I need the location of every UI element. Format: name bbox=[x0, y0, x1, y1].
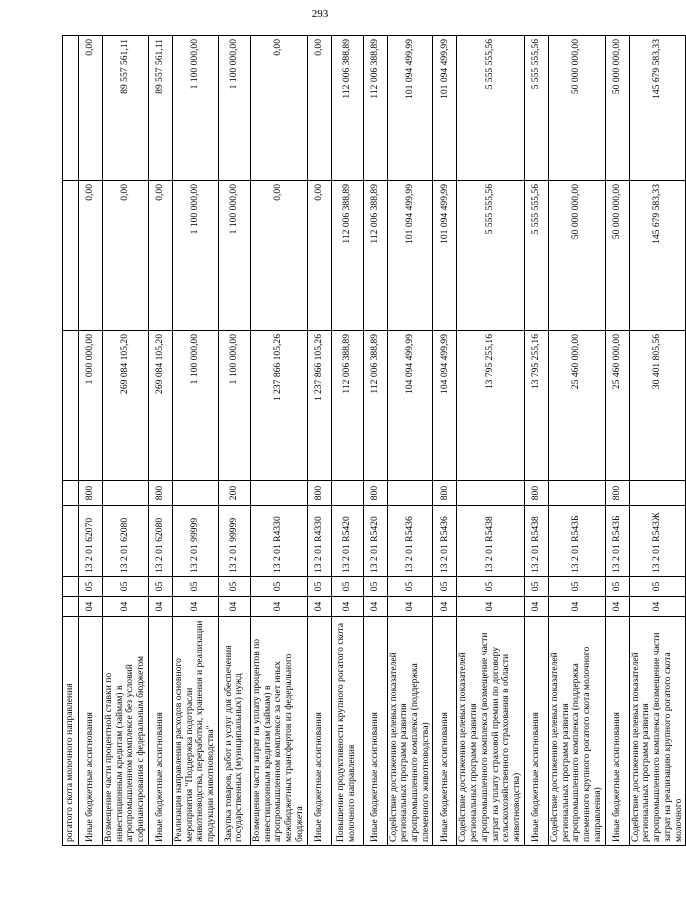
row-section-cell: 04 bbox=[331, 597, 363, 617]
row-subsection-cell bbox=[63, 577, 79, 597]
table-body bbox=[63, 36, 686, 846]
row-subsection-cell: 05 bbox=[250, 577, 307, 597]
table-row bbox=[387, 36, 433, 846]
table-row bbox=[103, 36, 149, 846]
row-subsection-cell: 05 bbox=[457, 577, 524, 597]
row-target-article-cell: 13 2 01 R5420 bbox=[363, 506, 387, 577]
row-amount-1-cell: 269 084 105,20 bbox=[103, 331, 149, 481]
row-amount-2-cell: 5 555 555,56 bbox=[457, 181, 524, 331]
row-subsection-cell: 05 bbox=[307, 577, 331, 597]
row-amount-2-cell: 112 006 388,89 bbox=[363, 181, 387, 331]
row-name-cell: Реализация направления расходов основного мероприятия "Поддержка подотрасли животноводства, переработки, хранения и реализации продукции животноводства" bbox=[172, 617, 218, 846]
row-target-article-cell: 13 2 01 62080 bbox=[103, 506, 149, 577]
row-amount-3-cell: 101 094 499,99 bbox=[433, 36, 457, 181]
table-row bbox=[331, 36, 363, 846]
row-amount-1-cell: 112 006 388,89 bbox=[363, 331, 387, 481]
row-amount-3-cell: 5 555 555,56 bbox=[457, 36, 524, 181]
row-expense-type-cell: 800 bbox=[148, 481, 172, 506]
row-target-article-cell: 13 2 01 R543Б bbox=[605, 506, 629, 577]
row-expense-type-cell: 800 bbox=[79, 481, 103, 506]
table-row bbox=[172, 36, 218, 846]
row-amount-3-cell: 145 679 583,33 bbox=[629, 36, 686, 181]
row-target-article-cell: 13 2 01 R5436 bbox=[387, 506, 433, 577]
row-amount-1-cell: 1 237 866 105,26 bbox=[307, 331, 331, 481]
table-row bbox=[457, 36, 524, 846]
row-subsection-cell: 05 bbox=[363, 577, 387, 597]
row-expense-type-cell: 800 bbox=[307, 481, 331, 506]
row-amount-2-cell: 101 094 499,99 bbox=[433, 181, 457, 331]
table-row bbox=[307, 36, 331, 846]
row-name-cell: Иные бюджетные ассигнования bbox=[363, 617, 387, 846]
row-amount-2-cell bbox=[63, 181, 79, 331]
row-target-article-cell: 13 2 01 99999 bbox=[218, 506, 250, 577]
row-subsection-cell: 05 bbox=[218, 577, 250, 597]
row-target-article-cell: 13 2 01 R5436 bbox=[433, 506, 457, 577]
row-subsection-cell: 05 bbox=[548, 577, 605, 597]
row-section-cell bbox=[63, 597, 79, 617]
row-name-cell: Иные бюджетные ассигнования bbox=[433, 617, 457, 846]
row-subsection-cell: 05 bbox=[79, 577, 103, 597]
row-section-cell: 04 bbox=[457, 597, 524, 617]
row-section-cell: 04 bbox=[548, 597, 605, 617]
row-amount-3-cell: 101 094 499,99 bbox=[387, 36, 433, 181]
row-expense-type-cell bbox=[103, 481, 149, 506]
row-amount-1-cell: 104 094 499,99 bbox=[387, 331, 433, 481]
row-target-article-cell: 13 2 01 62080 bbox=[148, 506, 172, 577]
row-amount-2-cell: 0,00 bbox=[103, 181, 149, 331]
row-name-cell: Содействие достижению целевых показателей региональных программ развития агропромышленного комплекса (возмещение части затрат на реализацию крупного рогатого скота молочного bbox=[629, 617, 686, 846]
row-amount-2-cell: 50 000 000,00 bbox=[605, 181, 629, 331]
row-section-cell: 04 bbox=[524, 597, 548, 617]
row-amount-2-cell: 112 006 388,89 bbox=[331, 181, 363, 331]
row-section-cell: 04 bbox=[218, 597, 250, 617]
table-row bbox=[250, 36, 307, 846]
row-target-article-cell: 13 2 01 R4330 bbox=[307, 506, 331, 577]
row-section-cell: 04 bbox=[629, 597, 686, 617]
row-expense-type-cell: 800 bbox=[363, 481, 387, 506]
row-amount-3-cell: 1 100 000,00 bbox=[218, 36, 250, 181]
row-name-cell: Повышение продуктивности крупного рогатого скота молочного направления bbox=[331, 617, 363, 846]
row-amount-1-cell: 30 401 805,56 bbox=[629, 331, 686, 481]
row-expense-type-cell bbox=[331, 481, 363, 506]
row-amount-2-cell: 0,00 bbox=[250, 181, 307, 331]
table-row bbox=[148, 36, 172, 846]
table-row bbox=[548, 36, 605, 846]
row-amount-3-cell: 1 100 000,00 bbox=[172, 36, 218, 181]
row-target-article-cell: 13 2 01 R5438 bbox=[457, 506, 524, 577]
table-row bbox=[218, 36, 250, 846]
row-amount-3-cell: 50 000 000,00 bbox=[605, 36, 629, 181]
row-amount-3-cell: 0,00 bbox=[79, 36, 103, 181]
row-amount-3-cell: 50 000 000,00 bbox=[548, 36, 605, 181]
row-name-cell: рогатого скота молочного направления bbox=[63, 617, 79, 846]
row-name-cell: Иные бюджетные ассигнования bbox=[605, 617, 629, 846]
row-section-cell: 04 bbox=[307, 597, 331, 617]
rotated-table-area bbox=[62, 36, 684, 846]
row-expense-type-cell bbox=[457, 481, 524, 506]
row-amount-2-cell: 101 094 499,99 bbox=[387, 181, 433, 331]
row-target-article-cell: 13 2 01 62070 bbox=[79, 506, 103, 577]
row-amount-2-cell: 50 000 000,00 bbox=[548, 181, 605, 331]
row-expense-type-cell bbox=[63, 481, 79, 506]
row-section-cell: 04 bbox=[605, 597, 629, 617]
row-section-cell: 04 bbox=[433, 597, 457, 617]
table-row bbox=[605, 36, 629, 846]
row-amount-3-cell bbox=[63, 36, 79, 181]
row-amount-1-cell: 25 460 000,00 bbox=[605, 331, 629, 481]
table-row bbox=[524, 36, 548, 846]
row-subsection-cell: 05 bbox=[148, 577, 172, 597]
row-subsection-cell: 05 bbox=[103, 577, 149, 597]
row-amount-1-cell: 25 460 000,00 bbox=[548, 331, 605, 481]
row-expense-type-cell bbox=[250, 481, 307, 506]
rotated-table-frame bbox=[62, 36, 684, 846]
row-subsection-cell: 05 bbox=[629, 577, 686, 597]
row-section-cell: 04 bbox=[387, 597, 433, 617]
row-target-article-cell: 13 2 01 R5438 bbox=[524, 506, 548, 577]
row-amount-3-cell: 89 557 561,11 bbox=[148, 36, 172, 181]
row-target-article-cell: 13 2 01 99999 bbox=[172, 506, 218, 577]
row-expense-type-cell: 200 bbox=[218, 481, 250, 506]
row-section-cell: 04 bbox=[103, 597, 149, 617]
row-expense-type-cell: 800 bbox=[433, 481, 457, 506]
budget-table bbox=[62, 35, 686, 846]
row-name-cell: Иные бюджетные ассигнования bbox=[148, 617, 172, 846]
row-section-cell: 04 bbox=[363, 597, 387, 617]
row-amount-2-cell: 1 100 000,00 bbox=[172, 181, 218, 331]
row-amount-1-cell: 269 084 105,20 bbox=[148, 331, 172, 481]
row-expense-type-cell bbox=[387, 481, 433, 506]
row-amount-1-cell: 1 237 866 105,26 bbox=[250, 331, 307, 481]
row-amount-2-cell: 0,00 bbox=[79, 181, 103, 331]
row-subsection-cell: 05 bbox=[433, 577, 457, 597]
row-target-article-cell bbox=[63, 506, 79, 577]
table-row bbox=[629, 36, 686, 846]
row-section-cell: 04 bbox=[250, 597, 307, 617]
row-name-cell: Иные бюджетные ассигнования bbox=[307, 617, 331, 846]
row-expense-type-cell bbox=[629, 481, 686, 506]
row-section-cell: 04 bbox=[79, 597, 103, 617]
row-name-cell: Иные бюджетные ассигнования bbox=[79, 617, 103, 846]
row-name-cell: Возмещение части затрат на уплату процентов по инвестиционным кредитам (займам) в агропромышленном комплексе за счет иных межбюджетных трансфертов из федерального бюджета bbox=[250, 617, 307, 846]
row-amount-1-cell: 13 795 255,16 bbox=[524, 331, 548, 481]
table-row bbox=[79, 36, 103, 846]
row-expense-type-cell: 800 bbox=[524, 481, 548, 506]
row-amount-2-cell: 0,00 bbox=[307, 181, 331, 331]
row-expense-type-cell bbox=[172, 481, 218, 506]
row-amount-3-cell: 5 555 555,56 bbox=[524, 36, 548, 181]
row-amount-1-cell: 104 094 499,99 bbox=[433, 331, 457, 481]
row-amount-1-cell: 1 100 000,00 bbox=[218, 331, 250, 481]
row-target-article-cell: 13 2 01 R5420 bbox=[331, 506, 363, 577]
row-amount-1-cell: 1 100 000,00 bbox=[172, 331, 218, 481]
row-target-article-cell: 13 2 01 R4330 bbox=[250, 506, 307, 577]
row-amount-1-cell: 112 006 388,89 bbox=[331, 331, 363, 481]
row-target-article-cell: 13 2 01 R543Ж bbox=[629, 506, 686, 577]
table-row bbox=[433, 36, 457, 846]
row-amount-2-cell: 145 679 583,33 bbox=[629, 181, 686, 331]
row-subsection-cell: 05 bbox=[605, 577, 629, 597]
row-amount-2-cell: 5 555 555,56 bbox=[524, 181, 548, 331]
row-amount-3-cell: 112 006 388,89 bbox=[331, 36, 363, 181]
row-name-cell: Содействие достижению целевых показателей региональных программ развития агропромышленного комплекса (возмещение части затрат на уплату страховой премии по договору сельскохозяйственного страхования в области животноводства) bbox=[457, 617, 524, 846]
row-subsection-cell: 05 bbox=[387, 577, 433, 597]
row-amount-1-cell: 1 000 000,00 bbox=[79, 331, 103, 481]
row-subsection-cell: 05 bbox=[331, 577, 363, 597]
row-amount-2-cell: 1 100 000,00 bbox=[218, 181, 250, 331]
row-target-article-cell: 13 2 01 R543Б bbox=[548, 506, 605, 577]
row-amount-3-cell: 0,00 bbox=[250, 36, 307, 181]
row-name-cell: Иные бюджетные ассигнования bbox=[524, 617, 548, 846]
row-section-cell: 04 bbox=[148, 597, 172, 617]
row-name-cell: Возмещение части процентной ставки по инвестиционным кредитам (займам) в агропромышленном комплексе без условий софинансирования с федеральным бюджетом bbox=[103, 617, 149, 846]
row-amount-1-cell bbox=[63, 331, 79, 481]
row-amount-2-cell: 0,00 bbox=[148, 181, 172, 331]
table-row bbox=[363, 36, 387, 846]
row-expense-type-cell: 800 bbox=[605, 481, 629, 506]
row-subsection-cell: 05 bbox=[172, 577, 218, 597]
row-amount-1-cell: 13 795 255,16 bbox=[457, 331, 524, 481]
row-amount-3-cell: 89 557 561,11 bbox=[103, 36, 149, 181]
row-name-cell: Содействие достижению целевых показателей региональных программ развития агропромышленного комплекса (поддержка племенного животноводства) bbox=[387, 617, 433, 846]
row-amount-3-cell: 0,00 bbox=[307, 36, 331, 181]
row-name-cell: Содействие достижению целевых показателей региональных программ развития агропромышленного комплекса (поддержка племенного крупного рогатого скота молочного направления) bbox=[548, 617, 605, 846]
row-amount-3-cell: 112 006 388,89 bbox=[363, 36, 387, 181]
row-subsection-cell: 05 bbox=[524, 577, 548, 597]
row-name-cell: Закупка товаров, работ и услуг для обеспечения государственных (муниципальных) нужд bbox=[218, 617, 250, 846]
page-number: 293 bbox=[311, 8, 329, 20]
table-row bbox=[63, 36, 79, 846]
row-section-cell: 04 bbox=[172, 597, 218, 617]
row-expense-type-cell bbox=[548, 481, 605, 506]
